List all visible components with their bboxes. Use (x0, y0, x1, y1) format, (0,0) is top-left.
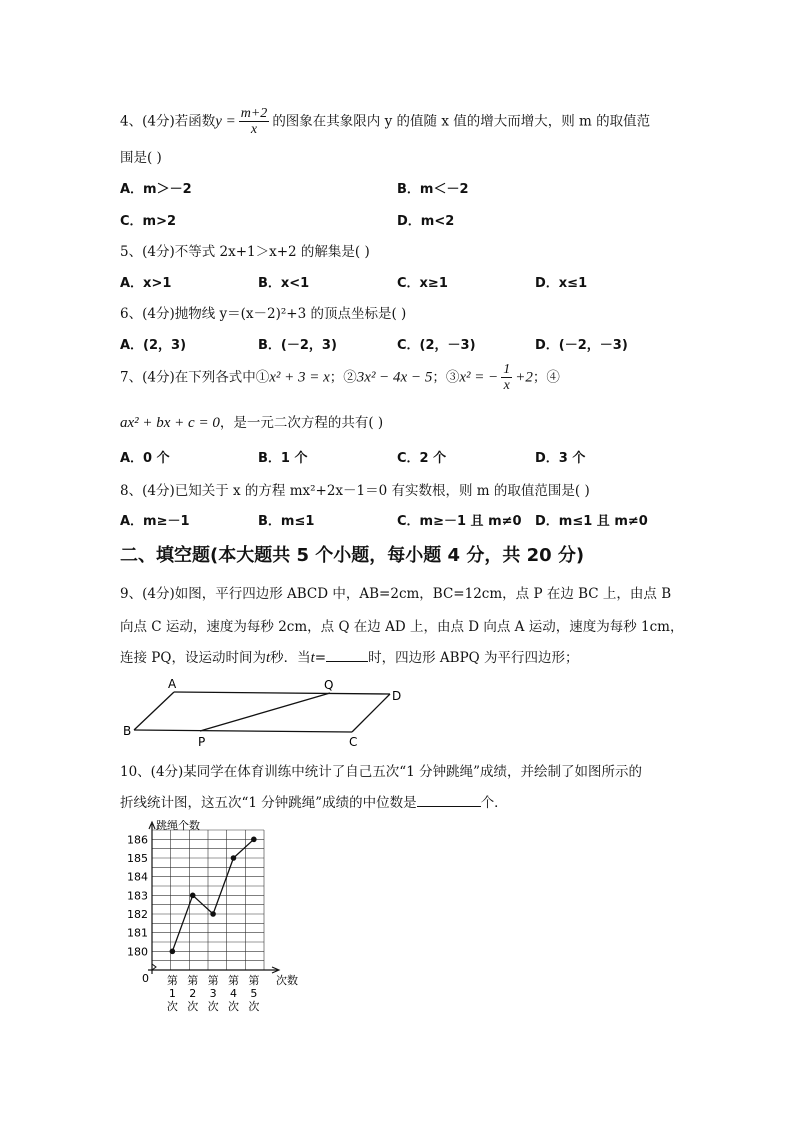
q8-option-d[interactable]: D．m≤1 且 m≠0 (535, 514, 648, 529)
q5-text: 5、(4分)不等式 2x+1＞x+2 的解集是( ) (120, 244, 370, 260)
data-point (251, 837, 257, 843)
q6-text: 6、(4分)抛物线 y＝(x－2)²+3 的顶点坐标是( ) (120, 306, 407, 322)
q4-fraction (239, 106, 270, 138)
y-tick-label: 182 (127, 908, 148, 921)
q6-option-c[interactable]: C．(2，－3) (397, 338, 476, 353)
parallelogram-figure (118, 672, 418, 752)
q9-line3 (120, 646, 579, 667)
x-tick-label: 次 (248, 1000, 260, 1013)
x-tick-label: 1 (168, 987, 176, 1000)
q7-expr-4: ax² + bx + c = 0 (120, 415, 220, 431)
chart-y-axis-label: 跳绳个数 (156, 820, 200, 832)
data-point (190, 893, 196, 899)
q7-fraction (501, 362, 512, 394)
q5-option-a[interactable]: A．x>1 (120, 276, 172, 291)
data-point (170, 949, 176, 955)
chart-grid (152, 830, 264, 970)
label-a: A (168, 677, 177, 691)
q7-sep-2: ；③ (432, 369, 460, 386)
q9-line3d: 时，四边形 ABPQ 为平行四边形； (368, 650, 579, 666)
x-tick-label: 次 (187, 1000, 199, 1013)
q7-option-a[interactable]: A．0 个 (120, 451, 170, 466)
q4-line1 (120, 106, 650, 138)
chart-y-tick-labels (127, 833, 148, 958)
q7-expr-3a: x² = − (459, 369, 499, 386)
q4-option-d[interactable]: D．m<2 (397, 214, 455, 229)
x-tick-label: 次 (166, 1000, 178, 1013)
q4-suffix: 的图象在其象限内 y 的值随 x 值的增大而增大，则 m 的取值范 (272, 113, 651, 130)
q9-line3c: = (314, 650, 327, 666)
q9-line3b: 秒．当 (270, 650, 311, 666)
q8-option-c[interactable]: C．m≥－1 且 m≠0 (397, 514, 522, 529)
y-tick-label: 181 (127, 926, 148, 940)
q7-line2-suffix: ，是一元二次方程的共有( ) (219, 415, 384, 431)
q5-option-c[interactable]: C．x≥1 (397, 276, 448, 291)
x-tick-label: 第 (187, 974, 199, 987)
q7-option-d[interactable]: D．3 个 (535, 451, 586, 466)
y-tick-label: 184 (127, 870, 148, 884)
x-tick-label: 5 (250, 987, 258, 1000)
chart-origin-label: 0 (142, 972, 149, 985)
jump-rope-line-chart (122, 820, 312, 1020)
q10-line2b: 个． (480, 795, 508, 811)
q5-option-b[interactable]: B．x<1 (258, 276, 310, 291)
q9-t-variable: t (265, 650, 271, 666)
q9-line3a: 连接 PQ，设运动时间为 (120, 650, 266, 666)
chart-x-tick-labels (167, 974, 259, 1013)
x-tick-label: 第 (207, 974, 219, 987)
q4-frac-den: x (250, 122, 258, 138)
data-point (231, 855, 237, 861)
q6-option-d[interactable]: D．(－2，－3) (535, 338, 628, 353)
section-title: 二、填空题(本大题共 5 个小题，每小题 4 分，共 20 分) (120, 545, 585, 566)
q5-option-d[interactable]: D．x≤1 (535, 276, 588, 291)
q10-line2a: 折线统计图，这五次“1 分钟跳绳”成绩的中位数是 (120, 795, 417, 811)
q4-option-a[interactable]: A．m＞－2 (120, 182, 192, 197)
label-q: Q (324, 678, 334, 692)
edge-ad (174, 692, 390, 694)
q7-frac-den: x (503, 378, 510, 394)
q7-sep-1: ；② (329, 369, 357, 386)
q4-prefix: 4、(4分)若函数 (120, 113, 216, 130)
q7-expr-3b: +2 (515, 369, 533, 386)
q7-sep-3: ；④ (532, 369, 560, 386)
y-tick-label: 185 (127, 852, 148, 865)
label-c: C (349, 735, 358, 749)
label-p: P (198, 735, 206, 749)
axis-break-mark (152, 964, 156, 970)
q9-line2: 向点 C 运动，速度为每秒 2cm，点 Q 在边 AD 上，由点 D 向点 A 运动，速度为每秒 1cm， (120, 619, 684, 635)
x-tick-label: 3 (209, 987, 217, 1000)
label-d: D (392, 689, 402, 703)
y-tick-label: 186 (127, 833, 148, 847)
q7-frac-num: 1 (503, 362, 511, 377)
q6-option-b[interactable]: B．(－2，3) (258, 338, 337, 353)
x-tick-label: 2 (189, 987, 197, 1000)
q10-line1: 10、(4分)某同学在体育训练中统计了自己五次“1 分钟跳绳”成绩，并绘制了如图所示的 (120, 764, 642, 780)
edge-dc (352, 694, 390, 732)
edge-bc (134, 730, 352, 732)
q4-line2: 围是( ) (120, 150, 162, 166)
q7-prefix: 7、(4分)在下列各式中① (120, 369, 270, 386)
q10-line2 (120, 791, 508, 811)
x-tick-label: 次 (207, 1000, 219, 1013)
y-tick-label: 183 (127, 889, 148, 903)
segment-pq (200, 693, 330, 731)
y-tick-label: 180 (127, 945, 148, 959)
q4-frac-num: m+2 (240, 106, 268, 121)
q7-line2 (120, 411, 383, 432)
q7-option-b[interactable]: B．1 个 (258, 451, 308, 466)
edge-ab (134, 692, 174, 730)
q7-line1 (120, 362, 560, 394)
label-b: B (123, 724, 132, 738)
q4-option-c[interactable]: C．m>2 (120, 214, 177, 229)
x-tick-label: 第 (248, 974, 260, 987)
q4-y-eq: y = (215, 113, 236, 130)
q7-option-c[interactable]: C．2 个 (397, 451, 447, 466)
q9-line1: 9、(4分)如图，平行四边形 ABCD 中，AB=2cm，BC=12cm，点 P 在边 BC 上，由点 B (120, 586, 672, 602)
q4-option-b[interactable]: B．m＜－2 (397, 182, 469, 197)
q7-expr-2: 3x² − 4x − 5 (356, 369, 433, 386)
q9-t-variable-2: t (310, 650, 315, 666)
chart-x-axis-label: 次数 (276, 974, 298, 987)
q8-text: 8、(4分)已知关于 x 的方程 mx²+2x－1＝0 有实数根，则 m 的取值范围是( ) (120, 483, 590, 499)
q8-option-a[interactable]: A．m≥－1 (120, 514, 190, 529)
x-tick-label: 第 (227, 974, 239, 987)
q10-answer-blank[interactable] (417, 806, 481, 807)
x-tick-label: 4 (229, 987, 237, 1000)
q9-answer-blank[interactable] (326, 661, 368, 662)
data-point (210, 911, 216, 917)
q7-expr-1: x² + 3 = x (269, 369, 330, 386)
x-tick-label: 次 (227, 1000, 239, 1013)
q6-option-a[interactable]: A．(2，3) (120, 338, 187, 353)
x-tick-label: 第 (166, 974, 178, 987)
q8-option-b[interactable]: B．m≤1 (258, 514, 315, 529)
